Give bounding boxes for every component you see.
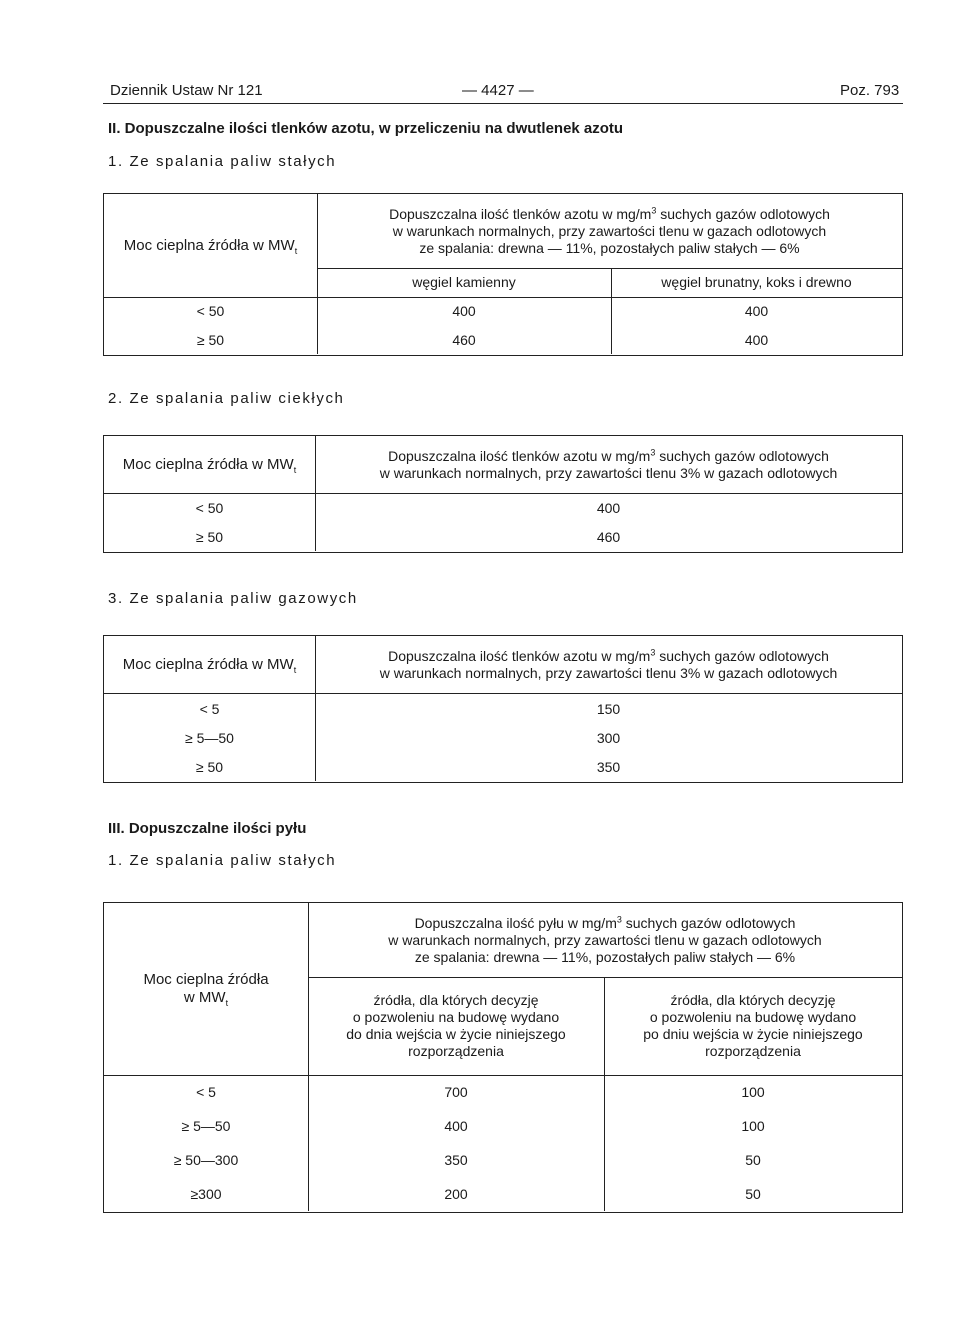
table-cell-value: 350	[444, 1151, 468, 1168]
table-nox-solid	[103, 193, 903, 356]
table-cell-value: 400	[444, 1117, 468, 1134]
table-cell-value: 100	[741, 1083, 765, 1100]
section-ii-title: II. Dopuszczalne ilości tlenków azotu, w przeliczeniu na dwutlenek azotu	[108, 120, 624, 137]
table-cell-power: ≥ 50	[196, 332, 225, 348]
col-header-limit: Dopuszczalna ilość tlenków azotu w $mg/m^3$ suchych gazów odlotowych w warunkach normalnych, przy zawartości tlenu 3% w gazach odlotowych	[379, 646, 838, 681]
header-rule	[103, 103, 903, 104]
table-nox-liquid	[103, 435, 903, 553]
table-cell-value: 100	[741, 1117, 765, 1134]
table-divider	[104, 693, 902, 694]
table-cell-power: ≥ 50—300	[173, 1151, 239, 1168]
table-cell-power: ≥ 50	[195, 759, 224, 775]
journal-title: Dziennik Ustaw Nr 121	[110, 82, 263, 99]
section-ii-2-title: 2. Ze spalania paliw ciekłych	[108, 390, 345, 407]
sub-header-after: źródła, dla których decyzję o pozwoleniu na budowę wydano po dniu wejścia w życie niniejszego rozporządzenia	[643, 992, 863, 1059]
table-cell-value: 400	[744, 303, 769, 319]
table-cell-value: 460	[452, 332, 476, 348]
table-cell-value: 200	[444, 1185, 468, 1202]
section-iii-1-title: 1. Ze spalania paliw stałych	[108, 852, 337, 869]
col-header-power: Moc cieplna źródła w $MW_t$	[122, 456, 297, 475]
section-ii-3-title: 3. Ze spalania paliw gazowych	[108, 590, 358, 607]
table-cell-power: ≥ 5—50	[185, 730, 234, 746]
table-cell-value: 350	[596, 759, 621, 775]
table-cell-value: 400	[596, 500, 621, 516]
col-header-limit: Dopuszczalna ilość tlenków azotu w $mg/m^3$ suchych gazów odlotowych w warunkach normalnych, przy zawartości tlenu 3% w gazach odlotowych	[379, 446, 838, 481]
section-iii-title: III. Dopuszczalne ilości pyłu	[108, 820, 307, 837]
sub-header-hard-coal: węgiel kamienny	[412, 274, 516, 290]
table-cell-power: ≥ 5—50	[181, 1117, 231, 1134]
item-number: Poz. 793	[840, 82, 900, 99]
col-header-power: Moc cieplna źródła w $MW_t$	[123, 237, 298, 256]
col-header-power: Moc cieplna źródła w $MW_t$	[143, 971, 269, 1008]
table-cell-value: 150	[596, 701, 621, 717]
table-cell-value: 300	[596, 730, 621, 746]
page-number: — 4427 —	[462, 82, 534, 99]
table-cell-value: 460	[596, 529, 621, 545]
table-nox-gas	[103, 635, 903, 783]
table-cell-power: ≥300	[190, 1185, 222, 1202]
table-cell-value: 400	[744, 332, 769, 348]
table-dust-solid	[103, 902, 903, 1213]
table-cell-value: 700	[444, 1083, 468, 1100]
sub-header-lignite: węgiel brunatny, koks i drewno	[661, 274, 852, 290]
sub-header-before: źródła, dla których decyzję o pozwoleniu na budowę wydano do dnia wejścia w życie niniejszego rozporządzenia	[346, 992, 566, 1059]
table-cell-value: 50	[745, 1185, 761, 1202]
table-cell-power: < 50	[196, 303, 225, 319]
table-cell-value: 400	[452, 303, 476, 319]
table-cell-power: < 5	[196, 1083, 216, 1100]
table-cell-power: ≥ 50	[195, 529, 224, 545]
section-ii-1-title: 1. Ze spalania paliw stałych	[108, 153, 337, 170]
table-cell-power: < 5	[199, 701, 220, 717]
col-header-limit: Dopuszczalna ilość pyłu w $mg/m^3$ suchych gazów odlotowych w warunkach normalnych, przy zawartości tlenu w gazach odlotowych ze spalania: drewna — 11%, pozostałych paliw stałych — 6%	[388, 913, 822, 965]
col-header-power: Moc cieplna źródła w $MW_t$	[122, 656, 297, 675]
table-cell-value: 50	[745, 1151, 761, 1168]
table-cell-power: < 50	[195, 500, 224, 516]
col-header-limit: Dopuszczalna ilość tlenków azotu w $mg/m^3$ suchych gazów odlotowych w warunkach normalnych, przy zawartości tlenu w gazach odlotowych ze spalania: drewna — 11%, pozostałych paliw stałych — 6%	[389, 204, 830, 256]
